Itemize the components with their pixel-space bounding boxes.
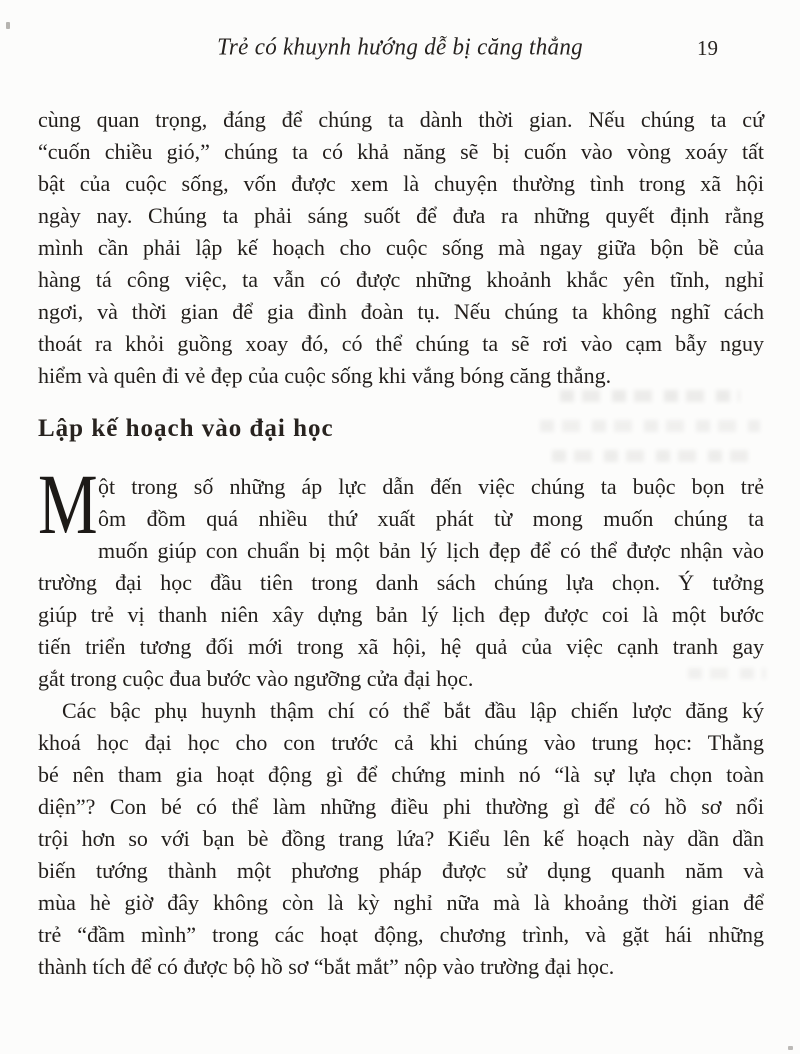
text-line: khoá học đại học cho con trước cả khi chúng vào trung học: Thằng (38, 730, 764, 755)
text-line: trội hơn so với bạn bè đồng trang lứa? Kiểu lên kế hoạch này dần dần (38, 826, 764, 851)
text-line: hàng tá công việc, ta vẫn có được những khoảnh khắc yên tĩnh, nghỉ (38, 267, 764, 292)
text-line: biến tướng thành một phương pháp được sử dụng quanh năm và (38, 858, 764, 883)
section-heading: Lập kế hoạch vào đại học (38, 414, 334, 443)
text-line: tiến triển tương đối mới trong xã hội, hệ quả của việc cạnh tranh gay (38, 634, 764, 659)
text-line: bé nên tham gia hoạt động gì để chứng minh nó “là sự lựa chọn toàn (38, 762, 764, 787)
text-line: gắt trong cuộc đua bước vào ngưỡng cửa đại học. (38, 666, 474, 691)
text-line: mùa hè giờ đây không còn là kỳ nghỉ nữa mà là khoảng thời gian để (38, 890, 764, 915)
text-line: bật của cuộc sống, vốn được xem là chuyện thường tình trong xã hội (38, 171, 764, 196)
text-line: ôm đồm quá nhiều thứ xuất phát từ mong muốn chúng ta (98, 506, 764, 531)
paragraph-1 (38, 104, 764, 392)
text-line: ột trong số những áp lực dẫn đến việc chúng ta buộc bọn trẻ (98, 474, 764, 499)
drop-cap: M (38, 456, 98, 552)
text-line: muốn giúp con chuẩn bị một bản lý lịch đẹp để có thể được nhận vào (98, 538, 764, 563)
running-header (40, 34, 760, 68)
text-line: thành tích để có được bộ hồ sơ “bắt mắt” nộp vào trường đại học. (38, 954, 615, 979)
text-line: cùng quan trọng, đáng để chúng ta dành thời gian. Nếu chúng ta cứ (38, 107, 764, 132)
page-body (38, 104, 764, 983)
paragraph-2 (38, 456, 764, 695)
text-line: trường đại học đầu tiên trong danh sách chúng lựa chọn. Ý tưởng (38, 570, 764, 595)
text-line: Các bậc phụ huynh thậm chí có thể bắt đầu lập chiến lược đăng ký (62, 698, 764, 723)
scan-speck (6, 22, 10, 29)
running-title: Trẻ có khuynh hướng dễ bị căng thẳng (217, 33, 583, 60)
text-line: trẻ “đầm mình” trong các hoạt động, chương trình, và gặt hái những (38, 922, 764, 947)
text-line: thoát ra khỏi guồng xoay đó, có thể chúng ta sẽ rơi vào cạm bẫy nguy (38, 331, 764, 356)
text-line: diện”? Con bé có thể làm những điều phi thường gì để có hồ sơ nổi (38, 794, 764, 819)
page-number: 19 (697, 36, 718, 60)
text-line: giúp trẻ vị thanh niên xây dựng bản lý lịch đẹp được coi là một bước (38, 602, 764, 627)
text-line: mình cần phải lập kế hoạch cho cuộc sống mà ngay giữa bộn bề của (38, 235, 764, 260)
paragraph-3 (38, 695, 764, 983)
text-line: “cuốn chiều gió,” chúng ta có khả năng sẽ bị cuốn vào vòng xoáy tất (38, 139, 764, 164)
text-line: ngày nay. Chúng ta phải sáng suốt để đưa ra những quyết định rằng (38, 203, 764, 228)
scan-speck (788, 1046, 793, 1050)
text-line: ngơi, và thời gian để gia đình đoàn tụ. Nếu chúng ta không nghĩ cách (38, 299, 764, 324)
text-line: hiểm và quên đi vẻ đẹp của cuộc sống khi vắng bóng căng thẳng. (38, 363, 612, 388)
